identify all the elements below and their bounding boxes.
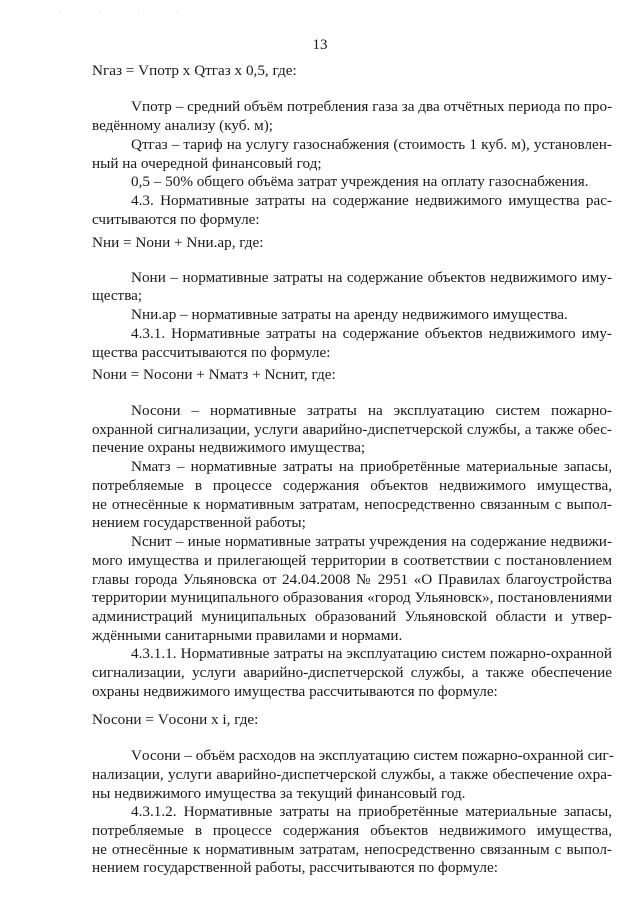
text-line: печение охраны недвижимого имущества; (92, 439, 366, 456)
text-line: потребляемые в процессе содержания объектов недвижимого имущества, (92, 477, 612, 494)
text-line: нением государственной работы, рассчитываются по формуле: (92, 859, 498, 876)
text-line: Nони – нормативные затраты на содержание объектов недвижимого иму- (131, 269, 612, 286)
text-line: сигнализации, услуги аварийно-диспетчерской службы, а также обеспечение (92, 664, 612, 681)
text-line: Vпотр – средний объём потребления газа за два отчётных периода по про- (131, 98, 613, 115)
text-line: охранной сигнализации, услуги аварийно-диспетчерской службы, а также обес- (92, 421, 612, 438)
formula-noni: Nони = Nосони + Nматз + Nснит, где: (92, 366, 336, 383)
text-line: Nосони – нормативные затраты на эксплуатацию систем пожарно- (131, 402, 612, 419)
text-line: нением государственной работы; (92, 514, 306, 531)
text-line: Vосони – объём расходов на эксплуатацию систем пожарно-охранной сиг- (131, 747, 614, 764)
text-line: главы города Ульяновска от 24.04.2008 № 2951 «О Правилах благоустройства (92, 571, 612, 588)
text-line: нализации, услуги аварийно-диспетчерской службы, а также обеспечение охра- (92, 766, 612, 783)
text-line: мого имущества и прилегающей территории в соответствии с постановлением (92, 552, 612, 569)
text-line: не отнесённые к нормативным затратам, непосредственно связанным с выпол- (92, 496, 612, 513)
text-line: ждёнными санитарными правилами и нормами. (92, 627, 403, 644)
text-line: Nни.ар – нормативные затраты на аренду недвижимого имущества. (131, 306, 568, 323)
text-line: щества; (92, 287, 143, 304)
text-line: ведённому анализу (куб. м); (92, 117, 273, 134)
section-4-3: 4.3. Нормативные затраты на содержание недвижимого имущества рас- (131, 192, 612, 209)
text-line: щества рассчитываются по формуле: (92, 344, 331, 361)
text-line: Nснит – иные нормативные затраты учреждения на содержание недвижи- (131, 533, 612, 550)
section-4-3-1: 4.3.1. Нормативные затраты на содержание объектов недвижимого иму- (131, 325, 612, 342)
text-line: территории муниципального образования «город Ульяновск», постановлениями (92, 589, 612, 606)
section-4-3-1-1: 4.3.1.1. Нормативные затраты на эксплуатацию систем пожарно-охранной (131, 645, 612, 662)
text-line: ный на очередной финансовый год; (92, 155, 322, 172)
formula-ngaz: Nгаз = Vпотр x Qтгаз x 0,5, где: (92, 62, 297, 79)
text-line: считываются по формуле: (92, 211, 260, 228)
text-line: Nматз – нормативные затраты на приобретённые материальные запасы, (131, 458, 612, 475)
formula-nni: Nни = Nони + Nни.ар, где: (92, 234, 264, 251)
section-4-3-1-2: 4.3.1.2. Нормативные затраты на приобретённые материальные запасы, (131, 803, 612, 820)
text-line: 0,5 – 50% общего объёма затрат учреждения на оплату газоснабжения. (131, 173, 589, 190)
text-line: не отнесённые к нормативным затратам, непосредственно связанным с выпол- (92, 841, 612, 858)
text-line: охраны недвижимого имущества рассчитываются по формуле: (92, 683, 498, 700)
text-line: администраций муниципальных образований Ульяновской области и утвер- (92, 608, 612, 625)
text-line: потребляемые в процессе содержания объектов недвижимого имущества, (92, 822, 612, 839)
scan-marks: ' ' ' ' (60, 11, 197, 19)
text-line: Qтгаз – тариф на услугу газоснабжения (стоимость 1 куб. м), установлен- (131, 136, 612, 153)
text-line: ны недвижимого имущества за текущий финансовый год. (92, 785, 466, 802)
formula-nosoni: Nосони = Vосони x i, где: (92, 711, 259, 728)
page-number: 13 (312, 37, 328, 53)
